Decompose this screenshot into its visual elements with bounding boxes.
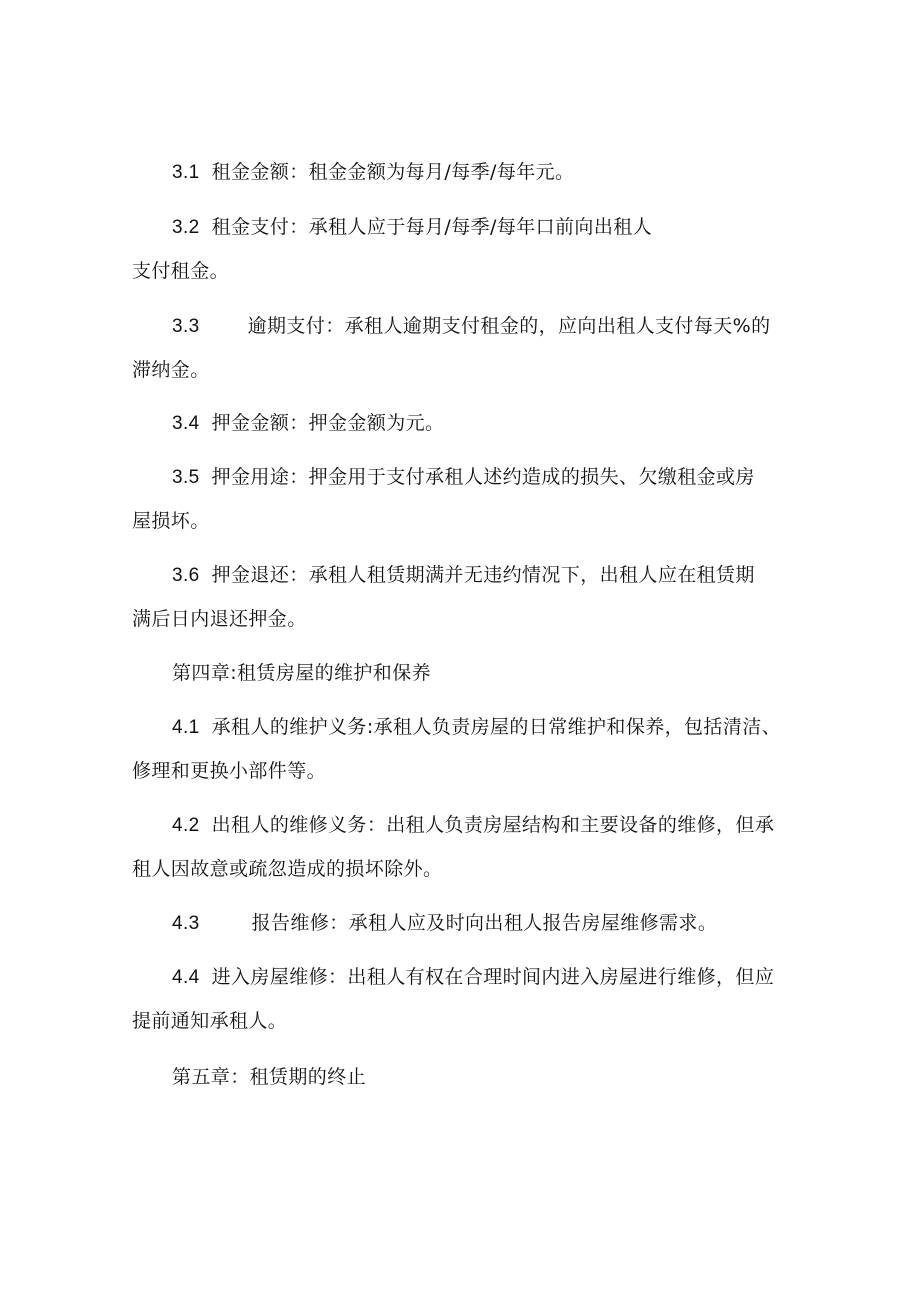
clause-number: 4.3 xyxy=(172,913,200,934)
clause-number: 4.4 xyxy=(172,967,200,988)
clause-3-6-continuation: 满后日内退还押金。 xyxy=(132,608,307,630)
clause-number: 4.1 xyxy=(172,717,200,738)
clause-3-1 xyxy=(172,160,574,185)
clause-text: 押金退还：承租人租赁期满并无违约情况下，出租人应在租赁期 xyxy=(211,564,755,586)
clause-text: 进入房屋维修：出租人有权在合理时间内进入房屋进行维修，但应 xyxy=(211,966,775,988)
clause-3-3-continuation: 滞纳金。 xyxy=(132,359,210,381)
clause-number: 4.2 xyxy=(172,815,200,836)
clause-4-2 xyxy=(172,813,774,838)
clause-4-3 xyxy=(172,911,717,936)
clause-text: 租金支付：承租人应于每月/每季/每年口前向出租人 xyxy=(211,216,653,238)
clause-number: 3.4 xyxy=(172,413,200,434)
clause-number: 3.1 xyxy=(172,162,200,183)
clause-3-2-continuation: 支付租金。 xyxy=(132,260,230,282)
clause-4-2-continuation: 租人因故意或疏忽造成的损坏除外。 xyxy=(132,858,443,880)
clause-3-5 xyxy=(172,465,755,490)
clause-text: 逾期支付：承租人逾期支付租金的，应向出租人支付每天%的 xyxy=(247,315,771,337)
clause-number: 3.6 xyxy=(172,565,200,586)
clause-number: 3.5 xyxy=(172,467,200,488)
clause-number: 3.3 xyxy=(172,316,200,337)
clause-4-1-continuation: 修理和更换小部件等。 xyxy=(132,760,327,782)
clause-3-3 xyxy=(172,314,770,339)
clause-text: 租金金额：租金金额为每月/每季/每年元。 xyxy=(211,161,575,183)
clause-text: 承租人的维护义务:承租人负责房屋的日常维护和保养，包括清洁、 xyxy=(211,716,782,738)
clause-number: 3.2 xyxy=(172,217,200,238)
clause-text: 报告维修：承租人应及时向出租人报告房屋维修需求。 xyxy=(251,912,718,934)
clause-3-4 xyxy=(172,411,444,436)
clause-3-2 xyxy=(172,215,652,240)
chapter-5-heading: 第五章：租赁期的终止 xyxy=(172,1066,367,1088)
clause-4-4-continuation: 提前通知承租人。 xyxy=(132,1010,288,1032)
clause-4-1 xyxy=(172,715,781,740)
clause-text: 押金用途：押金用于支付承租人述约造成的损失、欠缴租金或房 xyxy=(211,466,755,488)
clause-text: 押金金额：押金金额为元。 xyxy=(211,412,445,434)
clause-3-5-continuation: 屋损坏。 xyxy=(132,510,210,532)
clause-3-6 xyxy=(172,563,755,588)
chapter-4-heading: 第四章:租赁房屋的维护和保养 xyxy=(172,662,432,684)
clause-4-4 xyxy=(172,965,774,990)
clause-text: 出租人的维修义务：出租人负责房屋结构和主要设备的维修，但承 xyxy=(211,814,775,836)
